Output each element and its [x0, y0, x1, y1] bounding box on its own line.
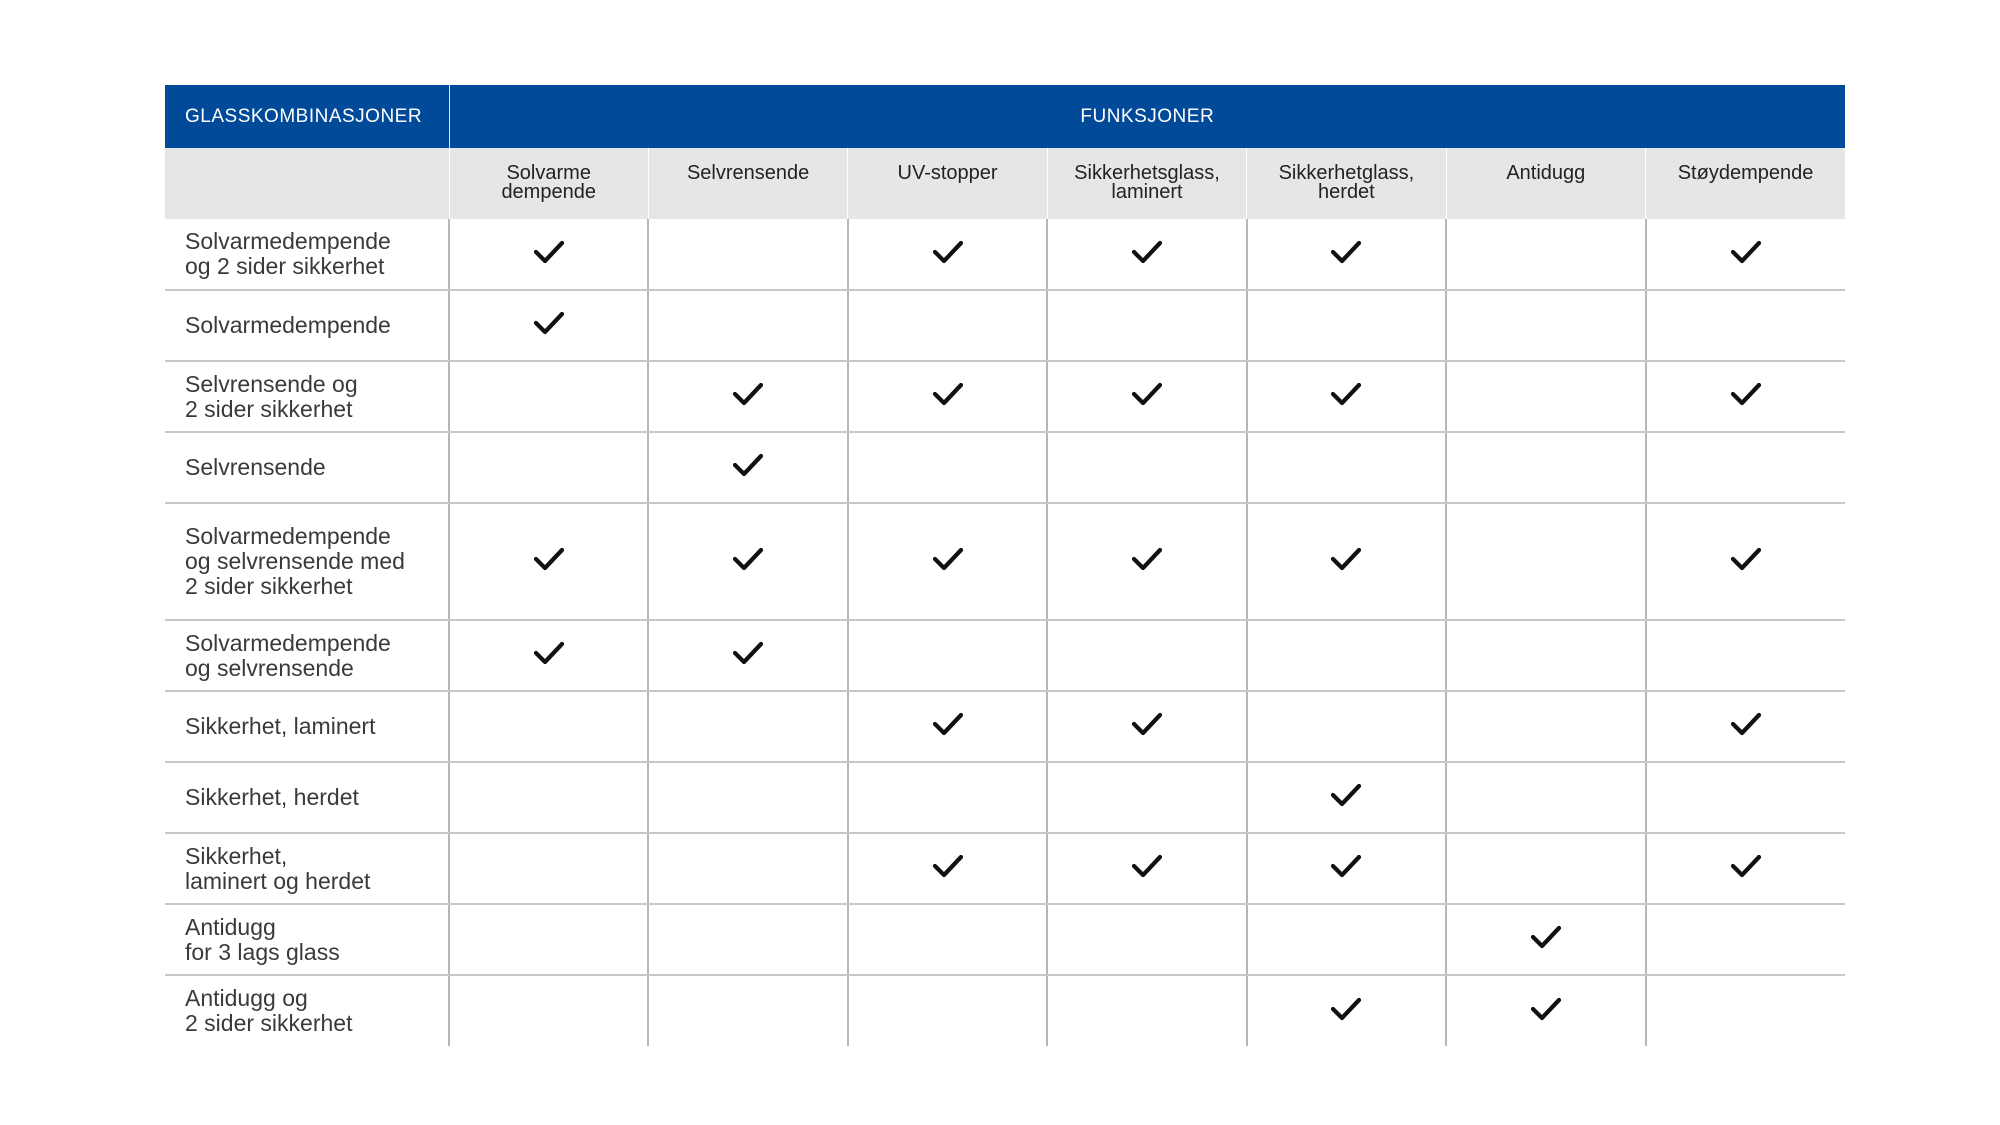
checkmark-icon — [1330, 382, 1362, 406]
table-body — [165, 219, 1845, 1046]
header-band — [165, 85, 1845, 148]
function-cell — [1247, 432, 1446, 503]
table-row — [165, 361, 1845, 432]
function-cell — [1646, 219, 1846, 290]
checkmark-icon — [533, 547, 565, 571]
column-header: Sikkerhetglass, herdet — [1247, 148, 1446, 219]
column-header: Selvrensende — [648, 148, 847, 219]
function-cell — [1446, 503, 1645, 620]
function-cell — [848, 975, 1047, 1046]
row-label: Sikkerhet, herdet — [165, 762, 449, 833]
checkmark-icon — [932, 854, 964, 878]
table-row — [165, 904, 1845, 975]
function-cell — [1247, 503, 1446, 620]
row-label: Selvrensende og 2 sider sikkerhet — [165, 361, 449, 432]
function-cell — [648, 691, 847, 762]
function-cell — [1646, 833, 1846, 904]
table-row — [165, 691, 1845, 762]
function-cell — [1646, 361, 1846, 432]
checkmark-icon — [1131, 382, 1163, 406]
function-cell — [449, 904, 648, 975]
checkmark-icon — [732, 547, 764, 571]
checkmark-icon — [533, 641, 565, 665]
table-row — [165, 620, 1845, 691]
row-label: Selvrensende — [165, 432, 449, 503]
function-cell — [1047, 219, 1246, 290]
checkmark-icon — [1730, 547, 1762, 571]
function-cell — [648, 762, 847, 833]
glass-combinations-table-container — [165, 85, 1845, 1046]
function-cell — [1646, 691, 1846, 762]
function-cell — [449, 503, 648, 620]
checkmark-icon — [1131, 240, 1163, 264]
function-cell — [1446, 691, 1645, 762]
function-cell — [1047, 833, 1246, 904]
function-cell — [1446, 904, 1645, 975]
function-cell — [848, 432, 1047, 503]
function-cell — [449, 691, 648, 762]
column-header: Støydempende — [1646, 148, 1846, 219]
function-cell — [648, 219, 847, 290]
checkmark-icon — [1330, 783, 1362, 807]
table-row — [165, 290, 1845, 361]
checkmark-icon — [1330, 547, 1362, 571]
table-row — [165, 219, 1845, 290]
checkmark-icon — [1730, 240, 1762, 264]
function-cell — [648, 503, 847, 620]
function-cell — [648, 833, 847, 904]
function-column-headers — [165, 148, 1845, 219]
function-cell — [1446, 219, 1645, 290]
function-cell — [1247, 361, 1446, 432]
function-cell — [848, 219, 1047, 290]
function-cell — [1446, 833, 1645, 904]
function-cell — [848, 691, 1047, 762]
glass-combinations-table — [165, 85, 1845, 1046]
function-cell — [648, 904, 847, 975]
function-cell — [1646, 432, 1846, 503]
checkmark-icon — [1131, 547, 1163, 571]
table-row — [165, 833, 1845, 904]
function-cell — [1047, 290, 1246, 361]
function-cell — [648, 290, 847, 361]
function-cell — [648, 620, 847, 691]
function-cell — [848, 361, 1047, 432]
row-label: Sikkerhet, laminert — [165, 691, 449, 762]
checkmark-icon — [932, 382, 964, 406]
checkmark-icon — [1330, 854, 1362, 878]
function-cell — [1247, 219, 1446, 290]
function-cell — [1247, 762, 1446, 833]
function-cell — [1646, 975, 1846, 1046]
glass-combinations-header: GLASSKOMBINASJONER — [165, 85, 449, 148]
column-header: UV-stopper — [848, 148, 1047, 219]
function-cell — [449, 975, 648, 1046]
function-cell — [1247, 620, 1446, 691]
checkmark-icon — [533, 240, 565, 264]
function-cell — [1247, 290, 1446, 361]
checkmark-icon — [1330, 997, 1362, 1021]
row-label: Solvarmedempende og selvrensende med 2 sider sikkerhet — [165, 503, 449, 620]
function-cell — [1047, 762, 1246, 833]
checkmark-icon — [1730, 854, 1762, 878]
function-cell — [648, 975, 847, 1046]
function-cell — [848, 503, 1047, 620]
checkmark-icon — [732, 453, 764, 477]
function-cell — [1446, 432, 1645, 503]
function-cell — [449, 219, 648, 290]
column-header: Antidugg — [1446, 148, 1645, 219]
checkmark-icon — [932, 712, 964, 736]
function-cell — [1247, 691, 1446, 762]
function-cell — [1446, 290, 1645, 361]
column-header: Solvarme dempende — [449, 148, 648, 219]
row-label: Antidugg og 2 sider sikkerhet — [165, 975, 449, 1046]
checkmark-icon — [1131, 712, 1163, 736]
function-cell — [1446, 975, 1645, 1046]
row-label: Antidugg for 3 lags glass — [165, 904, 449, 975]
function-cell — [449, 432, 648, 503]
function-cell — [1446, 620, 1645, 691]
row-label: Sikkerhet, laminert og herdet — [165, 833, 449, 904]
checkmark-icon — [1530, 925, 1562, 949]
function-cell — [1247, 904, 1446, 975]
table-row — [165, 503, 1845, 620]
row-label: Solvarmedempende og 2 sider sikkerhet — [165, 219, 449, 290]
checkmark-icon — [932, 240, 964, 264]
function-cell — [1646, 503, 1846, 620]
function-cell — [1646, 904, 1846, 975]
function-cell — [1646, 620, 1846, 691]
function-cell — [1446, 361, 1645, 432]
function-cell — [1047, 432, 1246, 503]
function-cell — [848, 290, 1047, 361]
checkmark-icon — [1131, 854, 1163, 878]
column-header: Sikkerhetsglass, laminert — [1047, 148, 1246, 219]
function-cell — [449, 762, 648, 833]
row-label: Solvarmedempende og selvrensende — [165, 620, 449, 691]
function-cell — [1247, 975, 1446, 1046]
function-cell — [648, 361, 847, 432]
function-cell — [1047, 691, 1246, 762]
checkmark-icon — [1530, 997, 1562, 1021]
table-row — [165, 975, 1845, 1046]
function-cell — [449, 290, 648, 361]
function-cell — [449, 620, 648, 691]
function-cell — [1446, 762, 1645, 833]
function-cell — [449, 833, 648, 904]
function-cell — [648, 432, 847, 503]
checkmark-icon — [1330, 240, 1362, 264]
functions-header: FUNKSJONER — [449, 85, 1845, 148]
checkmark-icon — [732, 641, 764, 665]
checkmark-icon — [732, 382, 764, 406]
function-cell — [449, 361, 648, 432]
function-cell — [1047, 503, 1246, 620]
checkmark-icon — [1730, 712, 1762, 736]
checkmark-icon — [932, 547, 964, 571]
function-cell — [848, 904, 1047, 975]
table-row — [165, 762, 1845, 833]
checkmark-icon — [533, 311, 565, 335]
checkmark-icon — [1730, 382, 1762, 406]
function-cell — [1047, 904, 1246, 975]
empty-corner-cell — [165, 148, 449, 219]
table-row — [165, 432, 1845, 503]
function-cell — [1646, 290, 1846, 361]
function-cell — [1047, 620, 1246, 691]
function-cell — [1047, 361, 1246, 432]
row-label: Solvarmedempende — [165, 290, 449, 361]
function-cell — [848, 833, 1047, 904]
function-cell — [1646, 762, 1846, 833]
function-cell — [1047, 975, 1246, 1046]
function-cell — [848, 620, 1047, 691]
function-cell — [848, 762, 1047, 833]
function-cell — [1247, 833, 1446, 904]
